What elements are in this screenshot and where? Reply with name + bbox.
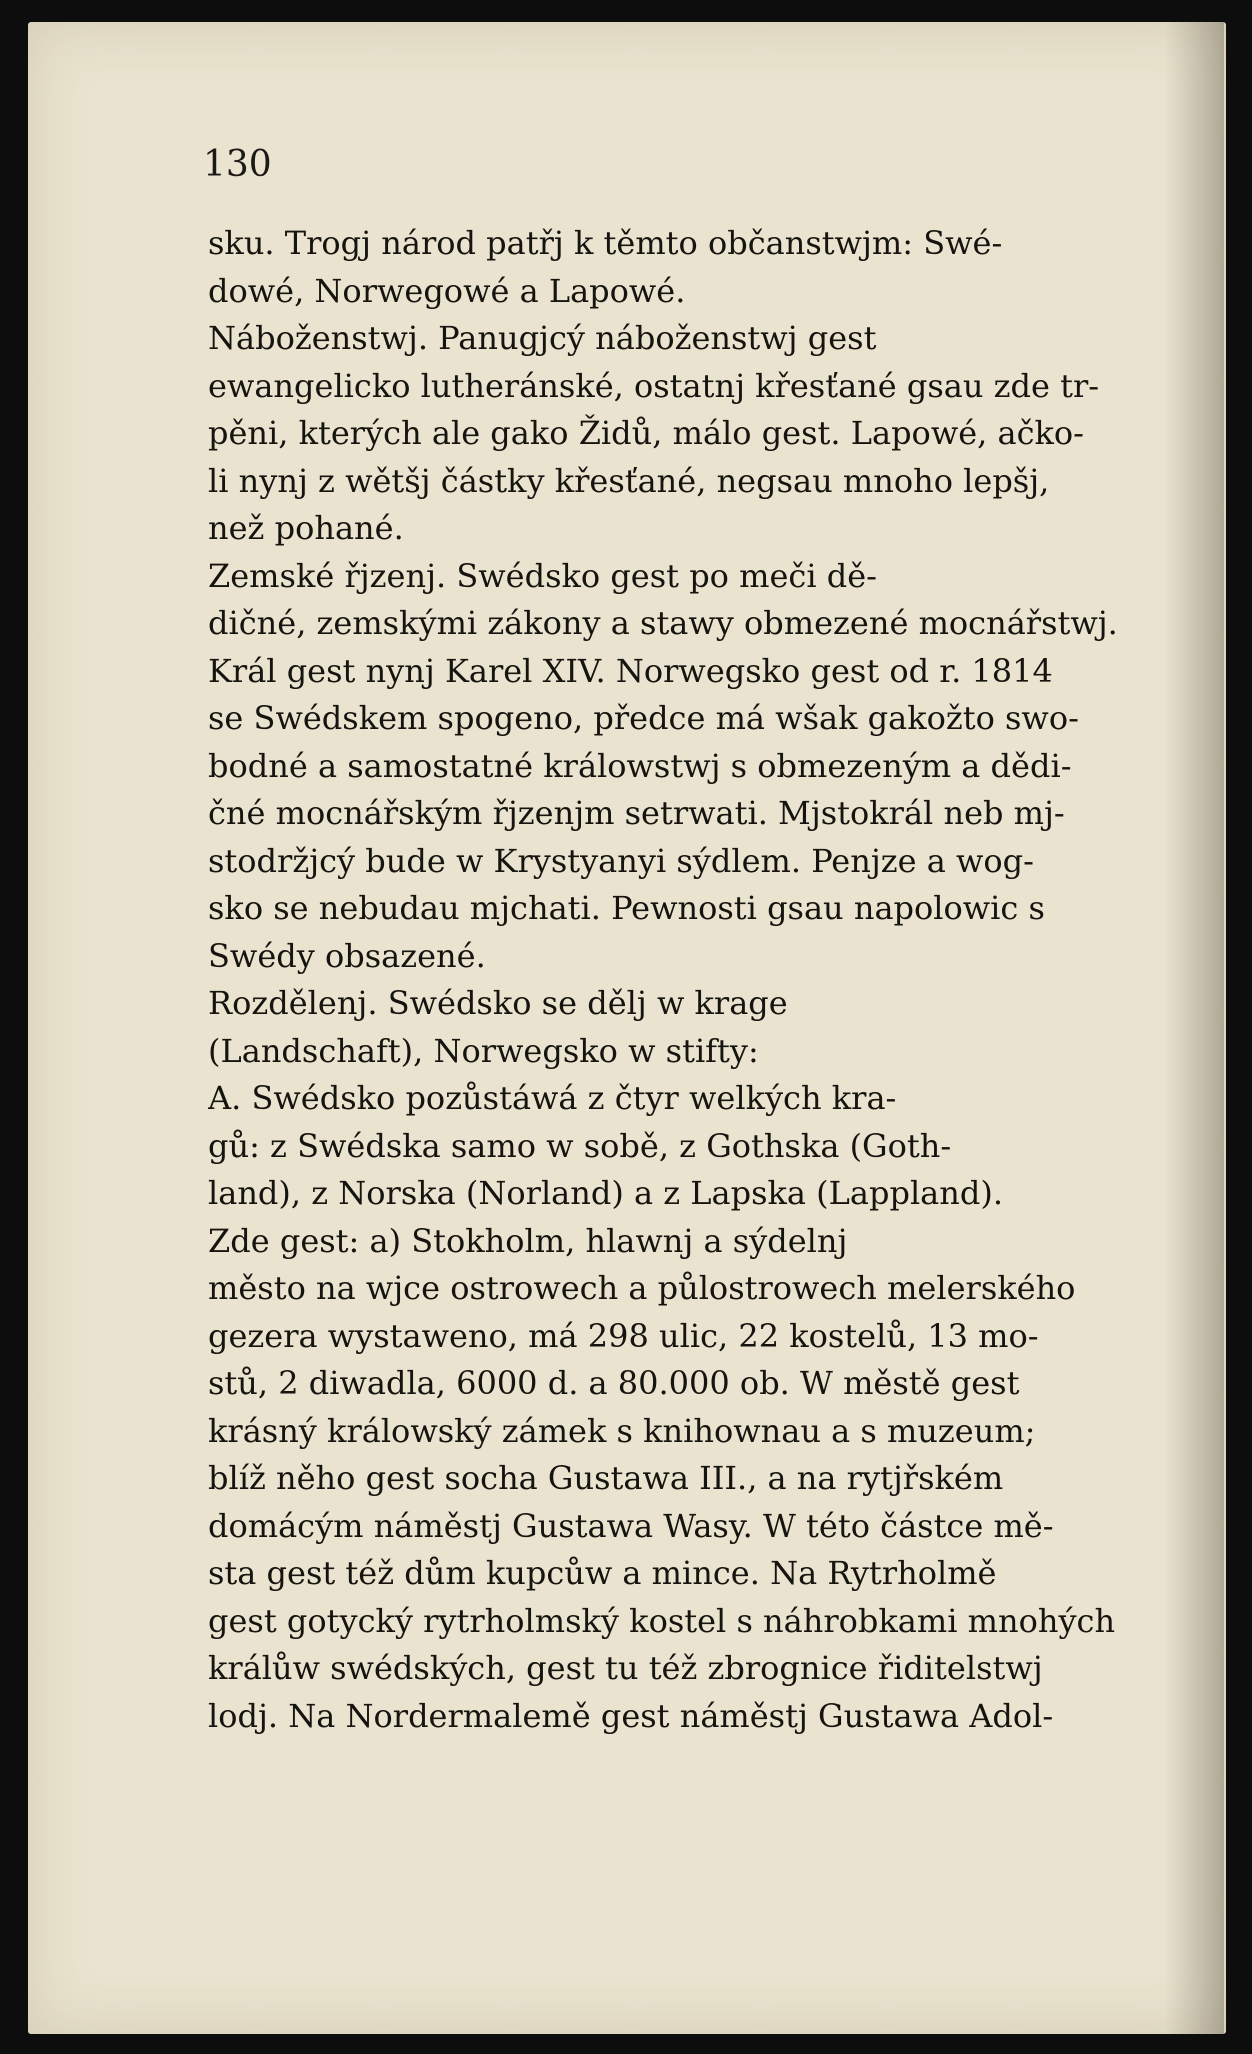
- text-line: čné mocnářským řjzenjm setrwati. Mjstokrál neb mj-: [208, 794, 1065, 832]
- text-line: domácým náměstj Gustawa Wasy. W této částce mě-: [208, 1506, 1054, 1545]
- text-line: než pohané.: [208, 509, 404, 547]
- text-line: králůw swédských, gest tu též zbrognice řiditelstwj: [208, 1649, 1043, 1687]
- text-line: Zemské řjzenj. Swédsko gest po meči dě-: [208, 556, 877, 595]
- text-line: Náboženstwj. Panugjcý náboženstwj gest: [208, 319, 877, 357]
- text-line: gest gotycký rytrholmský kostel s náhrobkami mnohých: [208, 1601, 1116, 1640]
- page-text: [208, 220, 1158, 1740]
- text-line: dowé, Norwegowé a Lapowé.: [208, 271, 686, 310]
- text-line: Zde gest: a) Stokholm, hlawnj a sýdelnj: [208, 1221, 848, 1260]
- text-line: gů: z Swédska samo w sobě, z Gothska (Goth-: [208, 1126, 952, 1165]
- text-line: li nynj z wětšj částky křesťané, negsau mnoho lepšj,: [208, 461, 1050, 500]
- text-line: stodržjcý bude w Krystyanyi sýdlem. Penjze a wog-: [208, 841, 1034, 880]
- text-line: lodj. Na Nordermalemě gest náměstj Gustawa Adol-: [208, 1696, 1054, 1735]
- text-line: bodné a samostatné králowstwj s obmezeným a dědi-: [208, 746, 1072, 785]
- page-edge-shadow: [1164, 22, 1224, 2034]
- text-line: dičné, zemskými zákony a stawy obmezené mocnářstwj.: [208, 604, 1118, 642]
- text-line: Král gest nynj Karel XIV. Norwegsko gest od r. 1814: [208, 651, 1053, 690]
- text-line: land), z Norska (Norland) a z Lapska (Lappland).: [208, 1174, 1003, 1212]
- text-line: pěni, kterých ale gako Židů, málo gest. Lapowé, ačko-: [208, 414, 1084, 452]
- text-line: gezera wystaweno, má 298 ulic, 22 kostelů, 13 mo-: [208, 1316, 1039, 1355]
- text-line: Swédy obsazené.: [208, 936, 486, 975]
- book-page: [28, 22, 1226, 2034]
- text-line: A. Swédsko pozůstáwá z čtyr welkých kra-: [208, 1079, 897, 1117]
- text-line: (Landschaft), Norwegsko w stifty:: [208, 1031, 759, 1070]
- text-line: sta gest též dům kupcůw a mince. Na Rytrholmě: [208, 1554, 997, 1592]
- page-number: 130: [203, 144, 272, 185]
- text-line: sko se nebudau mjchati. Pewnosti gsau napolowic s: [208, 889, 1045, 927]
- text-line: se Swédskem spogeno, předce má wšak gakožto swo-: [208, 699, 1079, 737]
- text-line: ewangelicko lutheránské, ostatnj křesťané gsau zde tr-: [208, 366, 1100, 405]
- text-line: blíž něho gest socha Gustawa III., a na rytjřském: [208, 1459, 1004, 1497]
- text-line: město na wjce ostrowech a půlostrowech melerského: [208, 1269, 1076, 1307]
- text-line: sku. Trogj národ patřj k těmto občanstwjm: Swé-: [208, 224, 1003, 262]
- text-line: krásný králowský zámek s knihownau a s muzeum;: [208, 1411, 1036, 1450]
- text-line: Rozdělenj. Swédsko se dělj w krage: [208, 984, 788, 1022]
- text-line: stů, 2 diwadla, 6000 d. a 80.000 ob. W městě gest: [208, 1364, 1020, 1402]
